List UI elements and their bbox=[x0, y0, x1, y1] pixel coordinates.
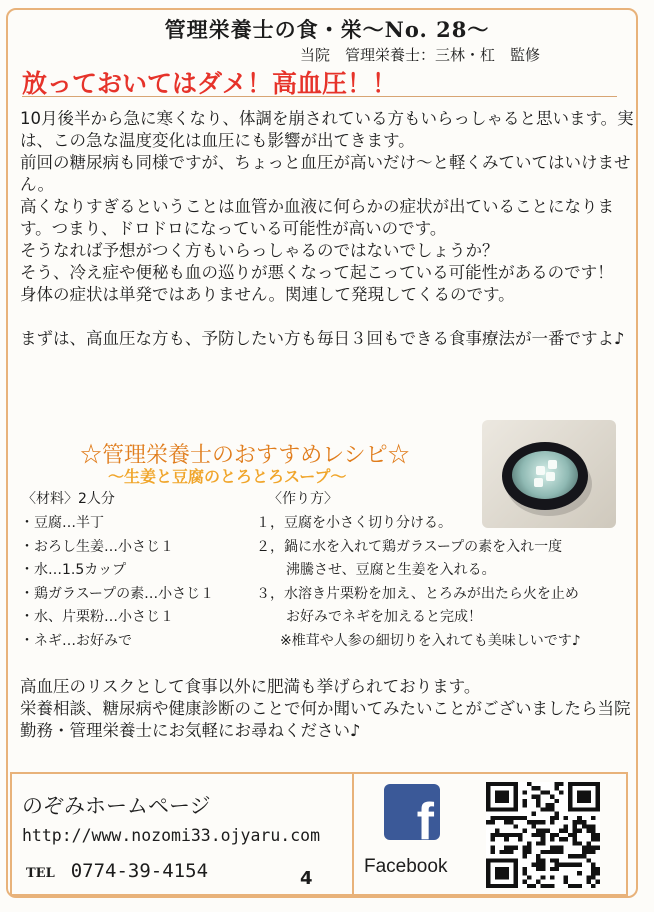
tel-label: TEL bbox=[26, 866, 55, 881]
soup-surface bbox=[512, 451, 578, 499]
page-number: 4 bbox=[300, 868, 313, 889]
body-paragraph: 10月後半から急に寒くなり、体調を崩されている方もいらっしゃると思います。実は、この急な温度変化は血圧にも影響が出てきます。 bbox=[20, 109, 634, 150]
ingredient-item: ・鶏ガラスープの素…小さじ１ bbox=[20, 585, 215, 602]
body-paragraph: まずは、高血圧な方も、予防したい方も毎日３回もできる食事療法が一番ですよ♪ bbox=[20, 329, 625, 348]
tel-number: 0774-39-4154 bbox=[70, 860, 209, 882]
recipe-subtitle: 〜生姜と豆腐のとろとろスープ〜 bbox=[108, 467, 347, 486]
supervisor-credit: 当院 管理栄養士：三林・杠 監修 bbox=[300, 46, 541, 64]
homepage-label: のぞみホームページ bbox=[22, 794, 211, 818]
recipe-note: ※椎茸や人参の細切りを入れても美味しいです♪ bbox=[280, 632, 581, 649]
homepage-url[interactable]: http://www.nozomi33.ojyaru.com bbox=[22, 826, 321, 845]
facebook-label[interactable]: Facebook bbox=[364, 856, 448, 877]
ingredients-heading: 〈材料〉2人分 bbox=[22, 491, 115, 507]
facebook-f-glyph: f bbox=[416, 793, 434, 840]
ingredient-item: ・水、片栗粉…小さじ１ bbox=[20, 609, 174, 625]
body-paragraph: 高くなりすぎるということは血管か血液に何らかの症状が出ていることになります。つまり、ドロドロになっている可能性が高いのです。 bbox=[20, 197, 614, 238]
body-paragraph: そう、冷え症や便秘も血の巡りが悪くなって起こっている可能性があるのです！ bbox=[20, 263, 614, 282]
step-line: １，豆腐を小さく切り分ける。 bbox=[256, 515, 452, 531]
body-paragraph: 身体の症状は単発ではありません。関連して発現してくるのです。 bbox=[20, 285, 515, 304]
step-line: ３，水溶き片栗粉を加え、とろみが出たら火を止め bbox=[256, 585, 579, 602]
body-paragraph: そうなれば予想がつく方もいらっしゃるのではないでしょうか？ bbox=[20, 241, 499, 260]
tofu-cube bbox=[548, 460, 557, 469]
headline-divider bbox=[22, 96, 617, 97]
ingredient-item: ・水…1.5カップ bbox=[20, 562, 127, 578]
closing-text bbox=[20, 676, 638, 742]
closing-paragraph: 栄養相談、糖尿病や健康診断のことで何か聞いてみたいことがございましたら当院勤務・管理栄養士にお気軽にお尋ねください♪ bbox=[20, 699, 631, 740]
article-body bbox=[20, 108, 638, 350]
recipe-steps bbox=[256, 512, 581, 653]
page-title: 管理栄養士の食・栄〜No. 28〜 bbox=[164, 17, 490, 42]
closing-paragraph: 高血圧のリスクとして食事以外に肥満も挙げられております。 bbox=[20, 677, 481, 696]
recipe-title: ☆管理栄養士のおすすめレシピ☆ bbox=[80, 443, 410, 468]
article-headline: 放っておいてはダメ！高血圧！！ bbox=[22, 69, 398, 98]
tofu-cube bbox=[536, 466, 545, 475]
ingredient-item: ・おろし生姜…小さじ１ bbox=[20, 538, 174, 555]
footer-divider bbox=[352, 772, 354, 896]
steps-heading: 〈作り方〉 bbox=[268, 491, 338, 507]
tofu-cube bbox=[546, 472, 555, 481]
ingredient-item: ・豆腐…半丁 bbox=[20, 515, 104, 531]
facebook-icon[interactable] bbox=[384, 784, 440, 840]
body-paragraph: 前回の糖尿病も同様ですが、ちょっと血圧が高いだけ〜と軽くみていてはいけません。 bbox=[20, 153, 631, 194]
telephone bbox=[26, 860, 208, 882]
tofu-cube bbox=[534, 478, 543, 487]
step-line: お好みでネギを加えると完成！ bbox=[286, 609, 482, 625]
ingredient-item: ・ネギ…お好みで bbox=[20, 632, 132, 649]
step-line: 沸騰させ、豆腐と生姜を入れる。 bbox=[286, 562, 496, 578]
step-line: ２，鍋に水を入れて鶏ガラスープの素を入れ一度 bbox=[256, 538, 563, 555]
qr-code-icon[interactable] bbox=[486, 782, 600, 888]
ingredients-list bbox=[20, 512, 214, 653]
